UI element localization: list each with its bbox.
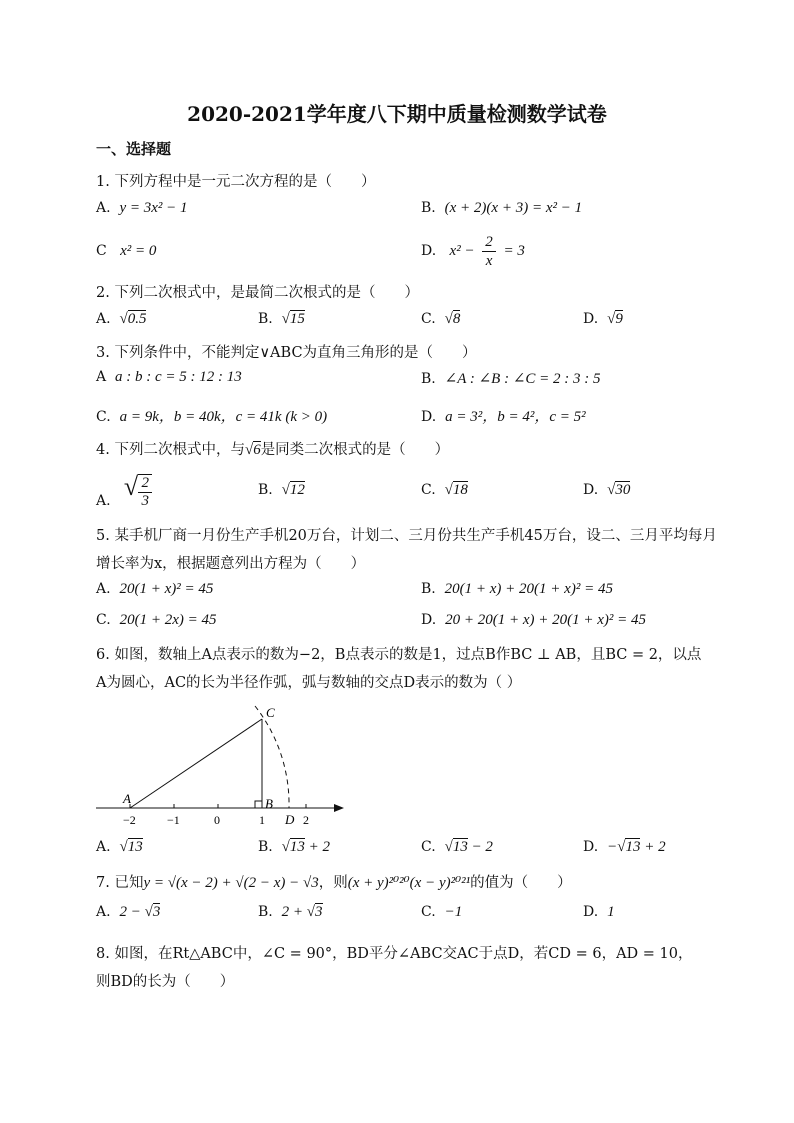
label-point-b: B xyxy=(265,796,273,811)
option-label: A. xyxy=(96,200,111,216)
label-point-c: C xyxy=(266,705,275,720)
question-7-stem: 7. 已知y = √(x − 2) + √(2 − x) − √3，则(x + y)²⁰²⁰(x − y)²⁰²¹的值为（ ） xyxy=(96,875,572,891)
q2-option-a: A. √0.5 xyxy=(96,311,147,327)
q3-option-d: D. a = 3²，b = 4²，c = 5² xyxy=(421,409,586,425)
right-angle-mark xyxy=(255,801,262,808)
option-text: x² − xyxy=(449,243,475,259)
question-5-stem-line2: 增长率为x，根据题意列出方程为（ ） xyxy=(96,556,366,572)
q6-option-c: C. √13 − 2 xyxy=(421,839,493,855)
axis-arrow xyxy=(334,804,344,812)
q4-option-a: A. √ $\frac{2}{3}$ xyxy=(96,468,152,512)
q2-option-d: D. √9 xyxy=(583,311,623,327)
q7-option-d: D. 1 xyxy=(583,904,615,920)
q1-option-d xyxy=(421,233,525,273)
arc-dashed xyxy=(255,706,289,808)
fraction-denominator: x xyxy=(485,253,493,269)
label-point-a: A xyxy=(123,791,131,806)
q6-option-a: A. √13 xyxy=(96,839,143,855)
q3-option-b: B. ∠A : ∠B : ∠C = 2 : 3 : 5 xyxy=(421,371,601,387)
question-2-stem: 2. 下列二次根式中，是最简二次根式的是（ ） xyxy=(96,285,419,301)
radicand: 9 xyxy=(615,311,623,327)
label-point-d: D xyxy=(285,812,295,827)
q4-option-c: C. √18 xyxy=(421,482,468,498)
option-text: = 3 xyxy=(503,243,525,259)
tick-label: 1 xyxy=(259,813,265,827)
q3-option-c: C. a = 9k，b = 40k，c = 41k (k > 0) xyxy=(96,409,328,425)
option-text: (x + 2)(x + 3) = x² − 1 xyxy=(444,200,583,216)
number-line-figure xyxy=(90,700,360,835)
tick-label: −1 xyxy=(167,813,180,827)
radicand: 8 xyxy=(452,311,461,327)
question-8-stem-line2: 则BD的长为（ ） xyxy=(96,974,235,990)
tick-label: −2 xyxy=(123,813,136,827)
question-6-stem-line1: 6. 如图，数轴上A点表示的数为−2，B点表示的数是1，过点B作BC ⊥ AB，且BC = 2，以点 xyxy=(96,647,702,663)
question-3-stem: 3. 下列条件中，不能判定∨ABC为直角三角形的是（ ） xyxy=(96,345,477,361)
question-1-stem: 1. 下列方程中是一元二次方程的是（ ） xyxy=(96,174,376,190)
q2-option-b: B. √15 xyxy=(258,311,305,327)
q4-option-d: D. √30 xyxy=(583,482,631,498)
q5-option-c: C. 20(1 + 2x) = 45 xyxy=(96,612,217,628)
option-label: C xyxy=(96,243,107,259)
q5-option-d: D. 20 + 20(1 + x) + 20(1 + x)² = 45 xyxy=(421,612,646,628)
q3-option-a: A a : b : c = 5 : 12 : 13 xyxy=(96,369,242,385)
fraction-numerator: 2 xyxy=(482,233,496,252)
question-6-stem-line2: A为圆心，AC的长为半径作弧，弧与数轴的交点D表示的数为（ ） xyxy=(96,675,522,691)
question-4-stem: 4. 下列二次根式中，与√6是同类二次根式的是（ ） xyxy=(96,442,450,458)
q1-option-b xyxy=(421,200,582,217)
option-label: D. xyxy=(421,243,437,259)
q7-option-c: C. −1 xyxy=(421,904,463,920)
q1-option-c xyxy=(96,243,156,260)
radicand: 15 xyxy=(289,311,305,327)
question-8-stem-line1: 8. 如图，在Rt△ABC中，∠C = 90°，BD平分∠ABC交AC于点D，若CD = 6，AD = 10， xyxy=(96,946,693,962)
q6-option-d: D. −√13 + 2 xyxy=(583,839,666,855)
q5-option-b: B. 20(1 + x) + 20(1 + x)² = 45 xyxy=(421,581,613,597)
option-text: y = 3x² − 1 xyxy=(119,200,188,216)
option-label: B. xyxy=(421,200,436,216)
tick-label: 2 xyxy=(303,813,309,827)
q2-option-c: C. √8 xyxy=(421,311,461,327)
q7-option-a: A. 2 − √3 xyxy=(96,904,161,920)
q5-option-a: A. 20(1 + x)² = 45 xyxy=(96,581,214,597)
tick-label: 0 xyxy=(214,813,220,827)
q6-option-b: B. √13 + 2 xyxy=(258,839,331,855)
option-text: x² = 0 xyxy=(120,243,157,259)
section-heading: 一、选择题 xyxy=(96,140,172,158)
q7-option-b: B. 2 + √3 xyxy=(258,904,323,920)
q4-option-b: B. √12 xyxy=(258,482,305,498)
question-5-stem-line1: 5. 某手机厂商一月份生产手机20万台，计划二、三月份共生产手机45万台，设二、三月平均每月 xyxy=(96,528,717,544)
radicand: 0.5 xyxy=(127,311,147,327)
segment-ac xyxy=(130,719,262,808)
page-title: 2020-2021学年度八下期中质量检测数学试卷 xyxy=(187,102,607,126)
q1-option-a xyxy=(96,200,188,217)
